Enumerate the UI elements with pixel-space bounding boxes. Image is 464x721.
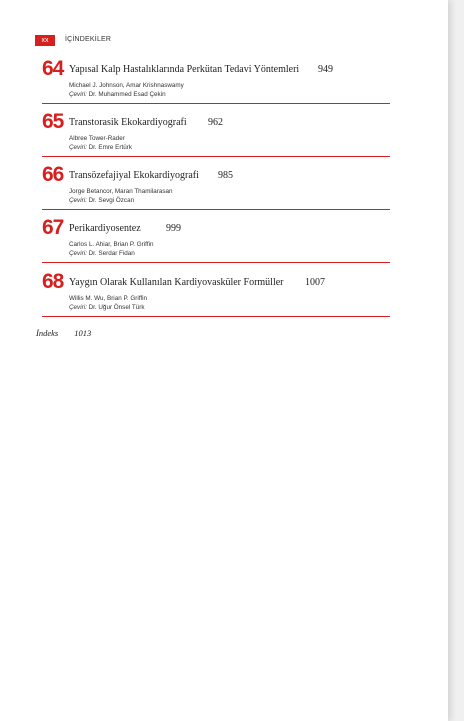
chapter-authors: Willis M. Wu, Brian P. Griffin [69, 295, 148, 302]
chapter-title[interactable]: Transtorasik Ekokardiyografi [69, 117, 187, 128]
chapter-authors: Michael J. Johnson, Amar Krishnaswamy [69, 82, 184, 89]
translator-label: Çeviri: [69, 91, 87, 98]
index-entry[interactable] [36, 328, 91, 338]
translator-label: Çeviri: [69, 197, 87, 204]
chapter-translator [69, 144, 132, 151]
translator-label: Çeviri: [69, 144, 87, 151]
chapter-title[interactable]: Transözefajiyal Ekokardiyografi [69, 170, 199, 181]
chapter-translator [69, 250, 135, 257]
chapter-authors: Jorge Betancor, Maran Thamilarasan [69, 188, 173, 195]
translator-name: Dr. Serdar Fidan [88, 250, 135, 257]
chapter-translator [69, 304, 144, 311]
chapter-translator [69, 91, 166, 98]
translator-label: Çeviri: [69, 304, 87, 311]
chapter-number: 64 [42, 57, 64, 80]
index-page-number: 1013 [74, 328, 92, 338]
chapter-title[interactable]: Yapısal Kalp Hastalıklarında Perkütan Tedavi Yöntemleri [69, 64, 300, 75]
translator-name: Dr. Sevgi Özcan [88, 197, 135, 204]
chapter-authors: Carlos L. Ahiar, Brian P. Griffin [69, 241, 154, 248]
entry-divider [42, 316, 390, 317]
chapter-title[interactable]: Perikardiyosentez [69, 223, 141, 234]
page-number-badge: xx [35, 35, 55, 46]
translator-label: Çeviri: [69, 250, 87, 257]
chapter-page-number: 962 [208, 117, 223, 128]
chapter-number: 67 [42, 216, 64, 239]
entry-divider [42, 209, 390, 210]
chapter-number: 66 [42, 163, 64, 186]
chapter-page-number: 1007 [305, 277, 325, 288]
chapter-page-number: 999 [166, 223, 181, 234]
chapter-page-number: 949 [318, 64, 333, 75]
translator-name: Dr. Uğur Önsel Türk [88, 304, 145, 311]
translator-name: Dr. Muhammed Esad Çekin [88, 91, 166, 98]
chapter-translator [69, 197, 134, 204]
translator-name: Dr. Emre Ertürk [88, 144, 132, 151]
chapter-number: 65 [42, 110, 64, 133]
entry-divider [42, 103, 390, 104]
chapter-number: 68 [42, 270, 64, 293]
index-label: İndeks [36, 328, 59, 338]
entry-divider [42, 156, 390, 157]
section-title: İÇİNDEKİLER [65, 36, 112, 43]
chapter-page-number: 985 [218, 170, 233, 181]
chapter-title[interactable]: Yaygın Olarak Kullanılan Kardiyovasküler Formüller [69, 277, 284, 288]
entry-divider [42, 262, 390, 263]
chapter-authors: Albree Tower-Rader [69, 135, 125, 142]
